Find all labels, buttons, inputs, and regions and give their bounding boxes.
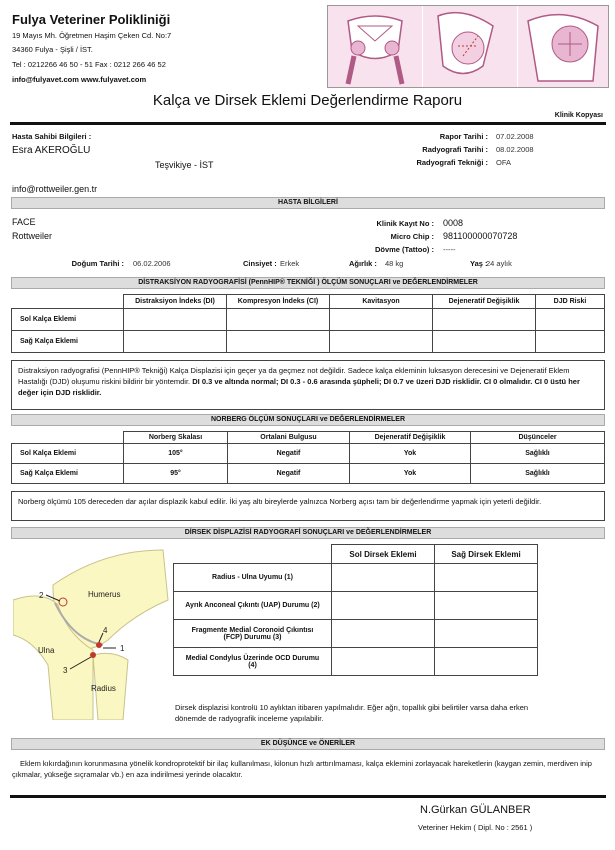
norberg-row-right-label: Sağ Kalça Eklemi [12,464,124,484]
norberg-left-angle: 105° [124,444,228,464]
pennhip-note-bold: DI 0.3 ve altında normal; DI 0.3 - 0.6 arasında şüpheli; DI 0.7 ve üzeri DJD risklidir. CI 0 olmalıdır. CI 0 üstü her değer için DJD risklidir. [18,376,580,397]
col-ortolani: Ortalani Bulgusu [228,432,350,444]
pennhip-table [11,294,605,353]
xray-date-label: Radyografi Tarihi : [422,145,488,154]
elbow-note: Dirsek displazisi kontrolü 10 aylıktan itibaren yapılmalıdır. Eğer ağrı, topallık gibi belirtiler varsa daha erken dönemde de radyografik inceleme yapılabilir. [175,703,529,724]
birth-date: 06.02.2006 [133,259,171,268]
norberg-left-ortolani: Negatif [228,444,350,464]
marker-4: 4 [103,626,108,635]
norberg-corner [12,432,124,444]
owner-section-label: Hasta Sahibi Bilgileri : [12,132,92,141]
norberg-row-left-label: Sol Kalça Eklemi [12,444,124,464]
col-di: Distraksiyon İndeks (DI) [124,295,227,309]
sex-label: Cinsiyet : [243,259,277,268]
copy-label: Klinik Kopyası [554,112,603,119]
ulna-label: Ulna [38,646,55,655]
owner-name: Esra AKEROĞLU [12,145,91,156]
col-opinion: Düşünceler [471,432,605,444]
elbow-table [173,544,538,676]
col-norberg-scale: Norberg Skalası [124,432,228,444]
elbow-corner [174,545,332,564]
age: 24 aylık [486,259,512,268]
pelvis-illustration [328,6,423,87]
elbow-row-fcp: Fragmente Medial Coronoid Çıkıntısı (FCP) Durumu (3) [174,620,332,648]
norberg-note: Norberg ölçümü 105 dereceden dar açılar displazik kabul edilir. İki yaş altı bireylerde yalnızca Norberg açısı tam bir değerlendirme yapmak için yeterli değildir. [11,491,605,521]
pennhip-note-text: Distraksiyon radyografisi (PennHIP® Tekniği) Kalça Displazisi için geçer ya da geçmez not değildir. Sadece kalça ekleminin luksasyon derecesini ve Dejeneratif Eklem Hastalığı (DJD) oluşumu riskini bildirir bir yöntemdir. [18,366,570,386]
marker-1: 1 [120,644,125,653]
record-no: 0008 [443,218,464,228]
xray-technique-label: Radyografi Tekniği : [416,158,488,167]
microchip-label: Micro Chip : [390,232,434,241]
elbow-row-radius-ulna: Radius - Ulna Uyumu (1) [174,564,332,592]
norberg-left-opinion: Sağlıklı [471,444,605,464]
clinic-email-web: info@fulyavet.com www.fulyavet.com [12,75,147,84]
sex: Erkek [280,259,300,268]
signature-name: N.Gürkan GÜLANBER [420,804,531,816]
norberg-right-ortolani: Negatif [228,464,350,484]
col-ci: Kompresyon İndeks (CI) [227,295,330,309]
elbow-row-ocd: Medial Condylus Üzerinde OCD Durumu (4) [174,648,332,676]
advice-text: Eklem kıkırdağının korunmasına yönelik kondroprotektif bir ilaç kullanılması, kilonun hızlı arttırılmaması, kalça eklemini zorlayacak hareketlerin (kaygan zemin, merdiven inip çıkmalar, yükseğe sıçramalar vb.) en aza indirilmesi yerinde olacaktır. [12,759,592,780]
birth-date-label: Doğum Tarihi : [71,259,124,268]
pennhip-note [11,360,605,410]
xray-technique: OFA [496,158,512,167]
patient-info-header: HASTA BİLGİLERİ [11,197,605,209]
weight: 48 kg [385,259,404,268]
report-date-label: Rapor Tarihi : [439,132,488,141]
norberg-right-djd: Yok [350,464,471,484]
report-date: 07.02.2008 [496,132,534,141]
femoral-head-illustration [518,6,612,87]
pennhip-corner [12,295,124,309]
col-djd-risk: DJD Riski [536,295,605,309]
xray-date: 08.02.2008 [496,145,534,154]
header-divider [10,122,606,125]
marker-3: 3 [63,666,68,675]
clinic-address-1: 19 Mayıs Mh. Öğretmen Haşim Çeken Cd. No:7 [12,31,172,40]
row-right-hip: Sağ Kalça Eklemi [12,331,124,353]
hip-joint-illustration [423,6,518,87]
patient-name: FACE [12,217,36,227]
norberg-right-opinion: Sağlıklı [471,464,605,484]
elbow-diagram [13,545,173,720]
signature-title: Veteriner Hekim ( Dipl. No : 2561 ) [418,823,533,832]
col-degenerative: Dejeneratif Değişiklik [433,295,536,309]
radius-label: Radius [91,684,116,693]
norberg-table [11,431,605,484]
col-cavitation: Kavitasyon [330,295,433,309]
patient-breed: Rottweiler [12,231,53,241]
footer-divider [10,795,606,798]
weight-label: Ağırlık : [349,259,377,268]
record-no-label: Klinik Kayıt No : [376,219,434,228]
norberg-right-angle: 95° [124,464,228,484]
clinic-address-2: 34360 Fulya - Şişli / İST. [12,45,93,54]
clinic-name: Fulya Veteriner Polikliniği [12,12,171,27]
col-left-elbow: Sol Dirsek Eklemi [332,545,435,564]
humerus-label: Humerus [88,590,121,599]
col-norberg-degenerative: Dejeneratif Değişiklik [350,432,471,444]
microchip: 981100000070728 [443,231,518,241]
tattoo-label: Dövme (Tattoo) : [374,245,434,254]
col-right-elbow: Sağ Dirsek Eklemi [435,545,538,564]
hip-illustration-banner [327,5,609,88]
elbow-header: DİRSEK DİSPLAZİSİ RADYOGRAFİ SONUÇLARI ve DEĞERLENDİRMELER [11,527,605,539]
owner-district: Teşvikiye - İST [155,160,214,170]
age-label: Yaş : [470,259,488,268]
advice-header: EK DÜŞÜNCE ve ÖNERİLER [11,738,605,750]
norberg-left-djd: Yok [350,444,471,464]
norberg-header: NORBERG ÖLÇÜM SONUÇLARI ve DEĞERLENDİRMELER [11,414,605,426]
row-left-hip: Sol Kalça Eklemi [12,309,124,331]
pennhip-header: DİSTRAKSİYON RADYOGRAFİSİ (PennHIP® TEKNİĞİ ) ÖLÇÜM SONUÇLARI ve DEĞERLENDİRMELER [11,277,605,289]
tattoo: ----- [443,245,456,254]
elbow-row-uap: Ayrık Anconeal Çıkıntı (UAP) Durumu (2) [174,592,332,620]
report-title: Kalça ve Dirsek Eklemi Değerlendirme Raporu [152,92,463,109]
clinic-phone: Tel : 0212266 46 50 - 51 Fax : 0212 266 46 52 [12,60,166,69]
marker-2: 2 [39,591,44,600]
owner-email: info@rottweiler.gen.tr [12,184,98,194]
